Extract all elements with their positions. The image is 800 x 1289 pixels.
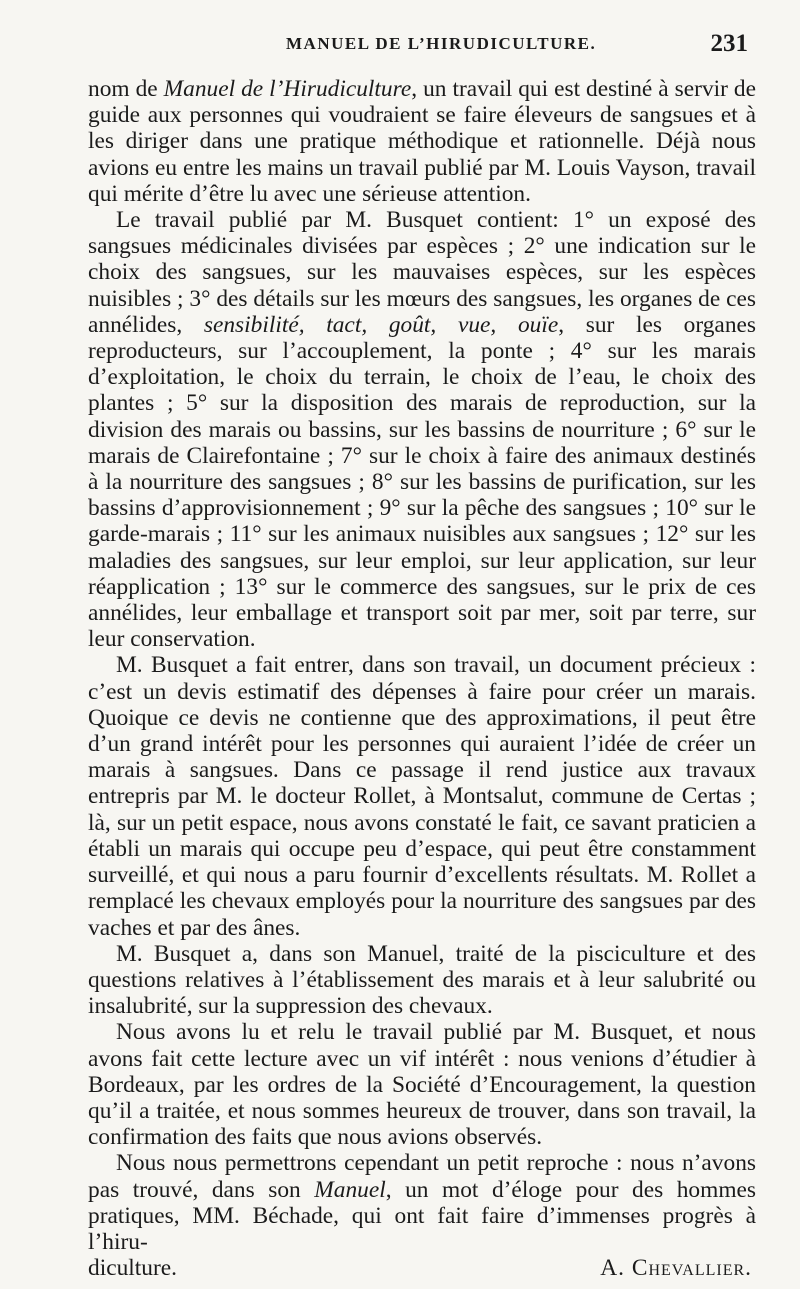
italic-senses: sensibilité, tact, goût, vue, ouïe — [203, 311, 559, 338]
body-text — [88, 76, 756, 1281]
author-signature: A. Chevallier. — [600, 1255, 752, 1282]
page-number: 231 — [710, 30, 748, 57]
text-run: , sur les organes reproducteurs, sur l’accouplement, la ponte ; 4° sur les marais d’exploitation, le choix du terrain, le choix de l’eau, le choix des plantes ; 5° sur la disposition des marais de reproduction, sur la division des marais ou bassins, sur les bassins de nourriture ; 6° sur le marais de Clairefontaine ; 7° sur le choix à faire des animaux destinés à la nourriture des sangsues ; 8° sur les bassins de purification, sur les bassins d’approvisionnement ; 9° sur la pêche des sangsues ; 10° sur le garde-marais ; 11° sur les animaux nuisibles aux sangsues ; 12° sur les maladies des sangsues, sur leur emploi, sur leur application, sur leur réapplication ; 13° sur le commerce des sangsues, sur le prix de ces annélides, leur emballage et transport soit par mer, soit par terre, sur leur conservation. — [88, 311, 756, 653]
paragraph-6 — [88, 1150, 756, 1255]
manual-title: Manuel — [314, 1176, 386, 1203]
running-title: MANUEL DE L’HIRUDICULTURE. — [286, 34, 597, 53]
paragraph-3: M. Busquet a fait entrer, dans son travail, un document précieux : c’est un devis estimatif des dépenses à faire pour créer un marais. Quoique ce devis ne contienne que des approximations, il peut être d’un grand intérêt pour les personnes qui auraient l’idée de créer un marais à sangsues. Dans ce passage il rend justice aux travaux entrepris par M. le docteur Rollet, à Montsalut, commune de Certas ; là, sur un petit espace, nous avons constaté le fait, ce savant praticien a établi un marais qui occupe peu d’espace, qui peut être constamment surveillé, et qui nous a paru fournir d’excellents résultats. M. Rollet a remplacé les chevaux employés pour la nourriture des sangsues par des vaches et par des ânes. — [88, 652, 756, 941]
text-run: nom de — [88, 76, 164, 102]
text-run: Le travail publié par M. Busquet contient: 1° un exposé des sangsues médicinales divisées par espèces ; 2° une indication sur le choix des sangsues, sur les mauvaises espèces, sur les espèces nuisibles ; 3° des détails sur les mœurs des sangsues, les organes de ces annélides, — [88, 207, 756, 338]
text-run: , un travail qui est destiné à servir de guide aux personnes qui voudraient se faire éleveurs de sangsues et à les diriger dans une pratique méthodique et rationnelle. Déjà nous avions eu entre les mains un travail publié par M. Louis Vayson, travail qui mérite d’être lu avec une sérieuse attention. — [88, 76, 757, 207]
page-header — [88, 30, 760, 66]
paragraph-2 — [88, 207, 756, 652]
book-title: Manuel de l’Hirudiculture — [163, 76, 412, 102]
paragraph-1 — [88, 76, 756, 207]
text-run: Nous nous permettrons cependant un petit reproche : nous n’avons pas trouvé, dans son — [88, 1150, 756, 1203]
closing-line — [88, 1255, 756, 1281]
text-run: , un mot d’éloge pour des hommes pratiques, MM. Béchade, qui ont fait faire d’immenses progrès à l’hiru- — [88, 1176, 756, 1255]
paragraph-4: M. Busquet a, dans son Manuel, traité de la pisciculture et des questions relatives à l’établissement des marais et à leur salubrité ou insalubrité, sur la suppression des chevaux. — [88, 940, 756, 1020]
paragraph-5: Nous avons lu et relu le travail publié par M. Busquet, et nous avons fait cette lecture avec un vif intérêt : nous venions d’étudier à Bordeaux, par les ordres de la Société d’Encouragement, la question qu’il a traitée, et nous sommes heureux de trouver, dans son travail, la confirmation des faits que nous avions observés. — [88, 1019, 756, 1151]
closing-word: diculture. — [88, 1255, 177, 1282]
